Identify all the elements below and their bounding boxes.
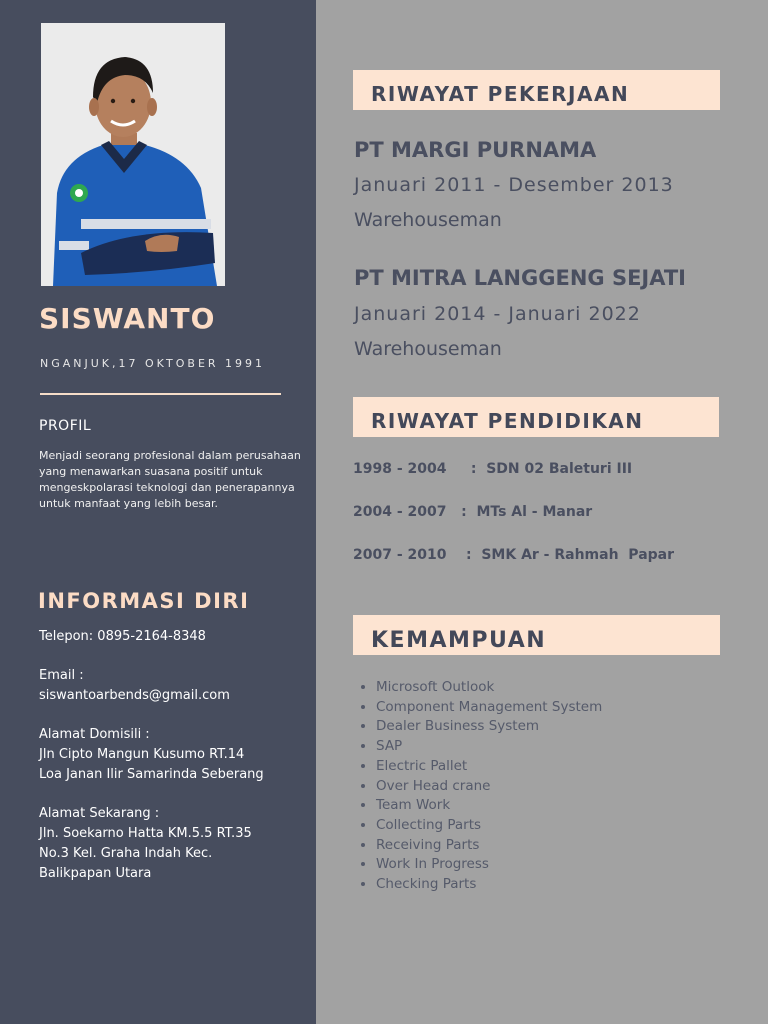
skill-item: • Over Head crane bbox=[376, 777, 602, 797]
education-heading: RIWAYAT PENDIDIKAN bbox=[371, 409, 644, 433]
skill-item: • Checking Parts bbox=[376, 875, 602, 895]
sekarang-line-2: No.3 Kel. Graha Indah Kec. bbox=[39, 846, 213, 861]
email-value: siswantoarbends@gmail.com bbox=[39, 688, 230, 703]
skill-item: • Work In Progress bbox=[376, 855, 602, 875]
skill-item: • Collecting Parts bbox=[376, 816, 602, 836]
education-row-1: 1998 - 2004 : SDN 02 Baleturi III bbox=[353, 461, 633, 477]
skills-list bbox=[356, 678, 602, 895]
info-heading: INFORMASI DIRI bbox=[38, 589, 250, 613]
domisili-section bbox=[39, 725, 264, 785]
skill-item: • Electric Pallet bbox=[376, 757, 602, 777]
job-period-1: Januari 2011 - Desember 2013 bbox=[354, 174, 674, 196]
skill-item: • Component Management System bbox=[376, 698, 602, 718]
education-row-3: 2007 - 2010 : SMK Ar - Rahmah Papar bbox=[353, 547, 675, 563]
education-heading-banner bbox=[353, 397, 719, 437]
candidate-name: SISWANTO bbox=[39, 302, 216, 335]
skill-item: • Receiving Parts bbox=[376, 836, 602, 856]
sekarang-line-3: Balikpapan Utara bbox=[39, 866, 152, 881]
profil-heading: PROFIL bbox=[39, 418, 92, 434]
skills-heading: KEMAMPUAN bbox=[371, 628, 547, 653]
sidebar bbox=[0, 0, 316, 1024]
skill-item: • Dealer Business System bbox=[376, 717, 602, 737]
divider bbox=[40, 393, 281, 395]
sekarang-line-1: Jln. Soekarno Hatta KM.5.5 RT.35 bbox=[39, 826, 252, 841]
birth-place-date: NGANJUK,17 OKTOBER 1991 bbox=[40, 357, 266, 370]
sekarang-label: Alamat Sekarang : bbox=[39, 806, 160, 821]
education-row-2: 2004 - 2007 : MTs Al - Manar bbox=[353, 504, 593, 520]
job-company-2: PT MITRA LANGGENG SEJATI bbox=[354, 266, 686, 290]
person-photo-icon bbox=[41, 23, 225, 286]
skill-item: • Microsoft Outlook bbox=[376, 678, 602, 698]
skill-item: • Team Work bbox=[376, 796, 602, 816]
profile-photo bbox=[41, 23, 225, 286]
skill-item: • SAP bbox=[376, 737, 602, 757]
domisili-label: Alamat Domisili : bbox=[39, 727, 150, 742]
profil-text: Menjadi seorang profesional dalam perusahaan yang menawarkan suasana positif untuk mengeskpolarasi teknologi dan penerapannya untuk manfaat yang lebih besar. bbox=[39, 449, 301, 510]
job-role-2: Warehouseman bbox=[354, 338, 502, 360]
work-heading-banner bbox=[353, 70, 720, 110]
work-heading: RIWAYAT PEKERJAAN bbox=[371, 82, 630, 106]
email-section bbox=[39, 666, 230, 706]
skills-heading-banner bbox=[353, 615, 720, 655]
domisili-line-1: Jln Cipto Mangun Kusumo RT.14 bbox=[39, 747, 245, 762]
email-label: Email : bbox=[39, 668, 84, 683]
job-company-1: PT MARGI PURNAMA bbox=[354, 138, 597, 162]
phone-text: Telepon: 0895-2164-8348 bbox=[39, 629, 206, 644]
alamat-sekarang-section bbox=[39, 804, 252, 884]
job-period-2: Januari 2014 - Januari 2022 bbox=[354, 303, 641, 325]
job-role-1: Warehouseman bbox=[354, 209, 502, 231]
domisili-line-2: Loa Janan Ilir Samarinda Seberang bbox=[39, 767, 264, 782]
